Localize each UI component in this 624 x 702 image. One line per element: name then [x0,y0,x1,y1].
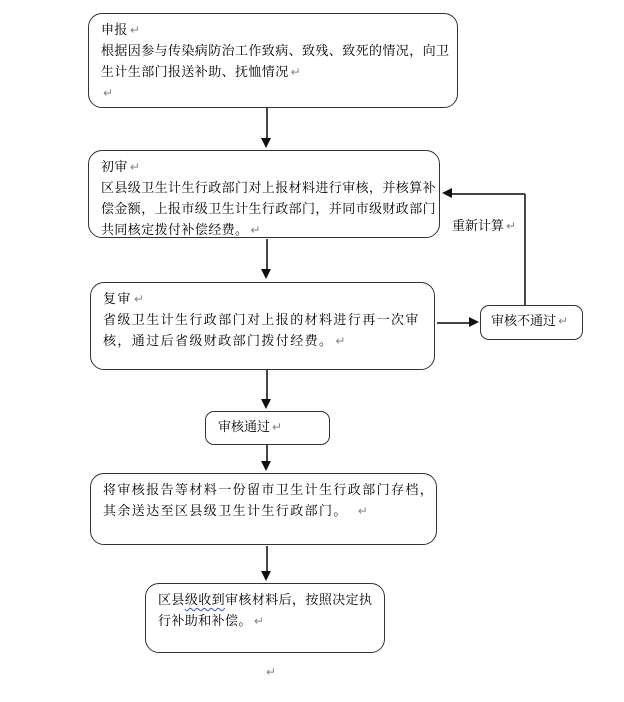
flow-box-review-passed [205,411,330,445]
flow-box-declare [88,13,458,108]
flow-box-re-review-text: 复审 ↵ 省级卫生计生行政部门对上报的材料进行再一次审 核，通过后省级财政部门拨付经费。 ↵ [103,292,420,349]
flow-box-district-execute [145,583,385,653]
flow-box-review-failed [480,305,583,340]
label-recalculate: 重新计算 ↵ [452,219,517,234]
flow-box-declare-text: 申报 ↵ 根据因参与传染病防治工作致病、致残、致死的情况，向卫 生计生部门报送补助、抚恤情况 ↵ ↵ [101,23,450,100]
flow-box-archive [90,473,437,545]
flow-box-archive-text: 将审核报告等材料一份留市卫生计生行政部门存档， 其余送达至区县级卫生计生行政部门。 ↵ [103,483,435,519]
flow-box-re-review [90,282,435,370]
trailing-paragraph-mark: ↵ [266,665,277,679]
flow-box-initial-review [88,150,440,238]
flow-box-review-passed-text: 审核通过 ↵ [218,420,283,435]
flow-box-initial-review-text: 初审 ↵ 区县级卫生计生行政部门对上报材料进行审核，并核算补 偿金额，上报市级卫生计生行政部门，并同市级财政部门 共同核定拨付补偿经费。 ↵ [101,160,437,238]
flow-box-district-execute-text: 区县级收到审核材料后，按照决定执 行补助和补偿。 ↵ [158,593,373,629]
flow-box-review-failed-text: 审核不通过 ↵ [491,314,569,329]
